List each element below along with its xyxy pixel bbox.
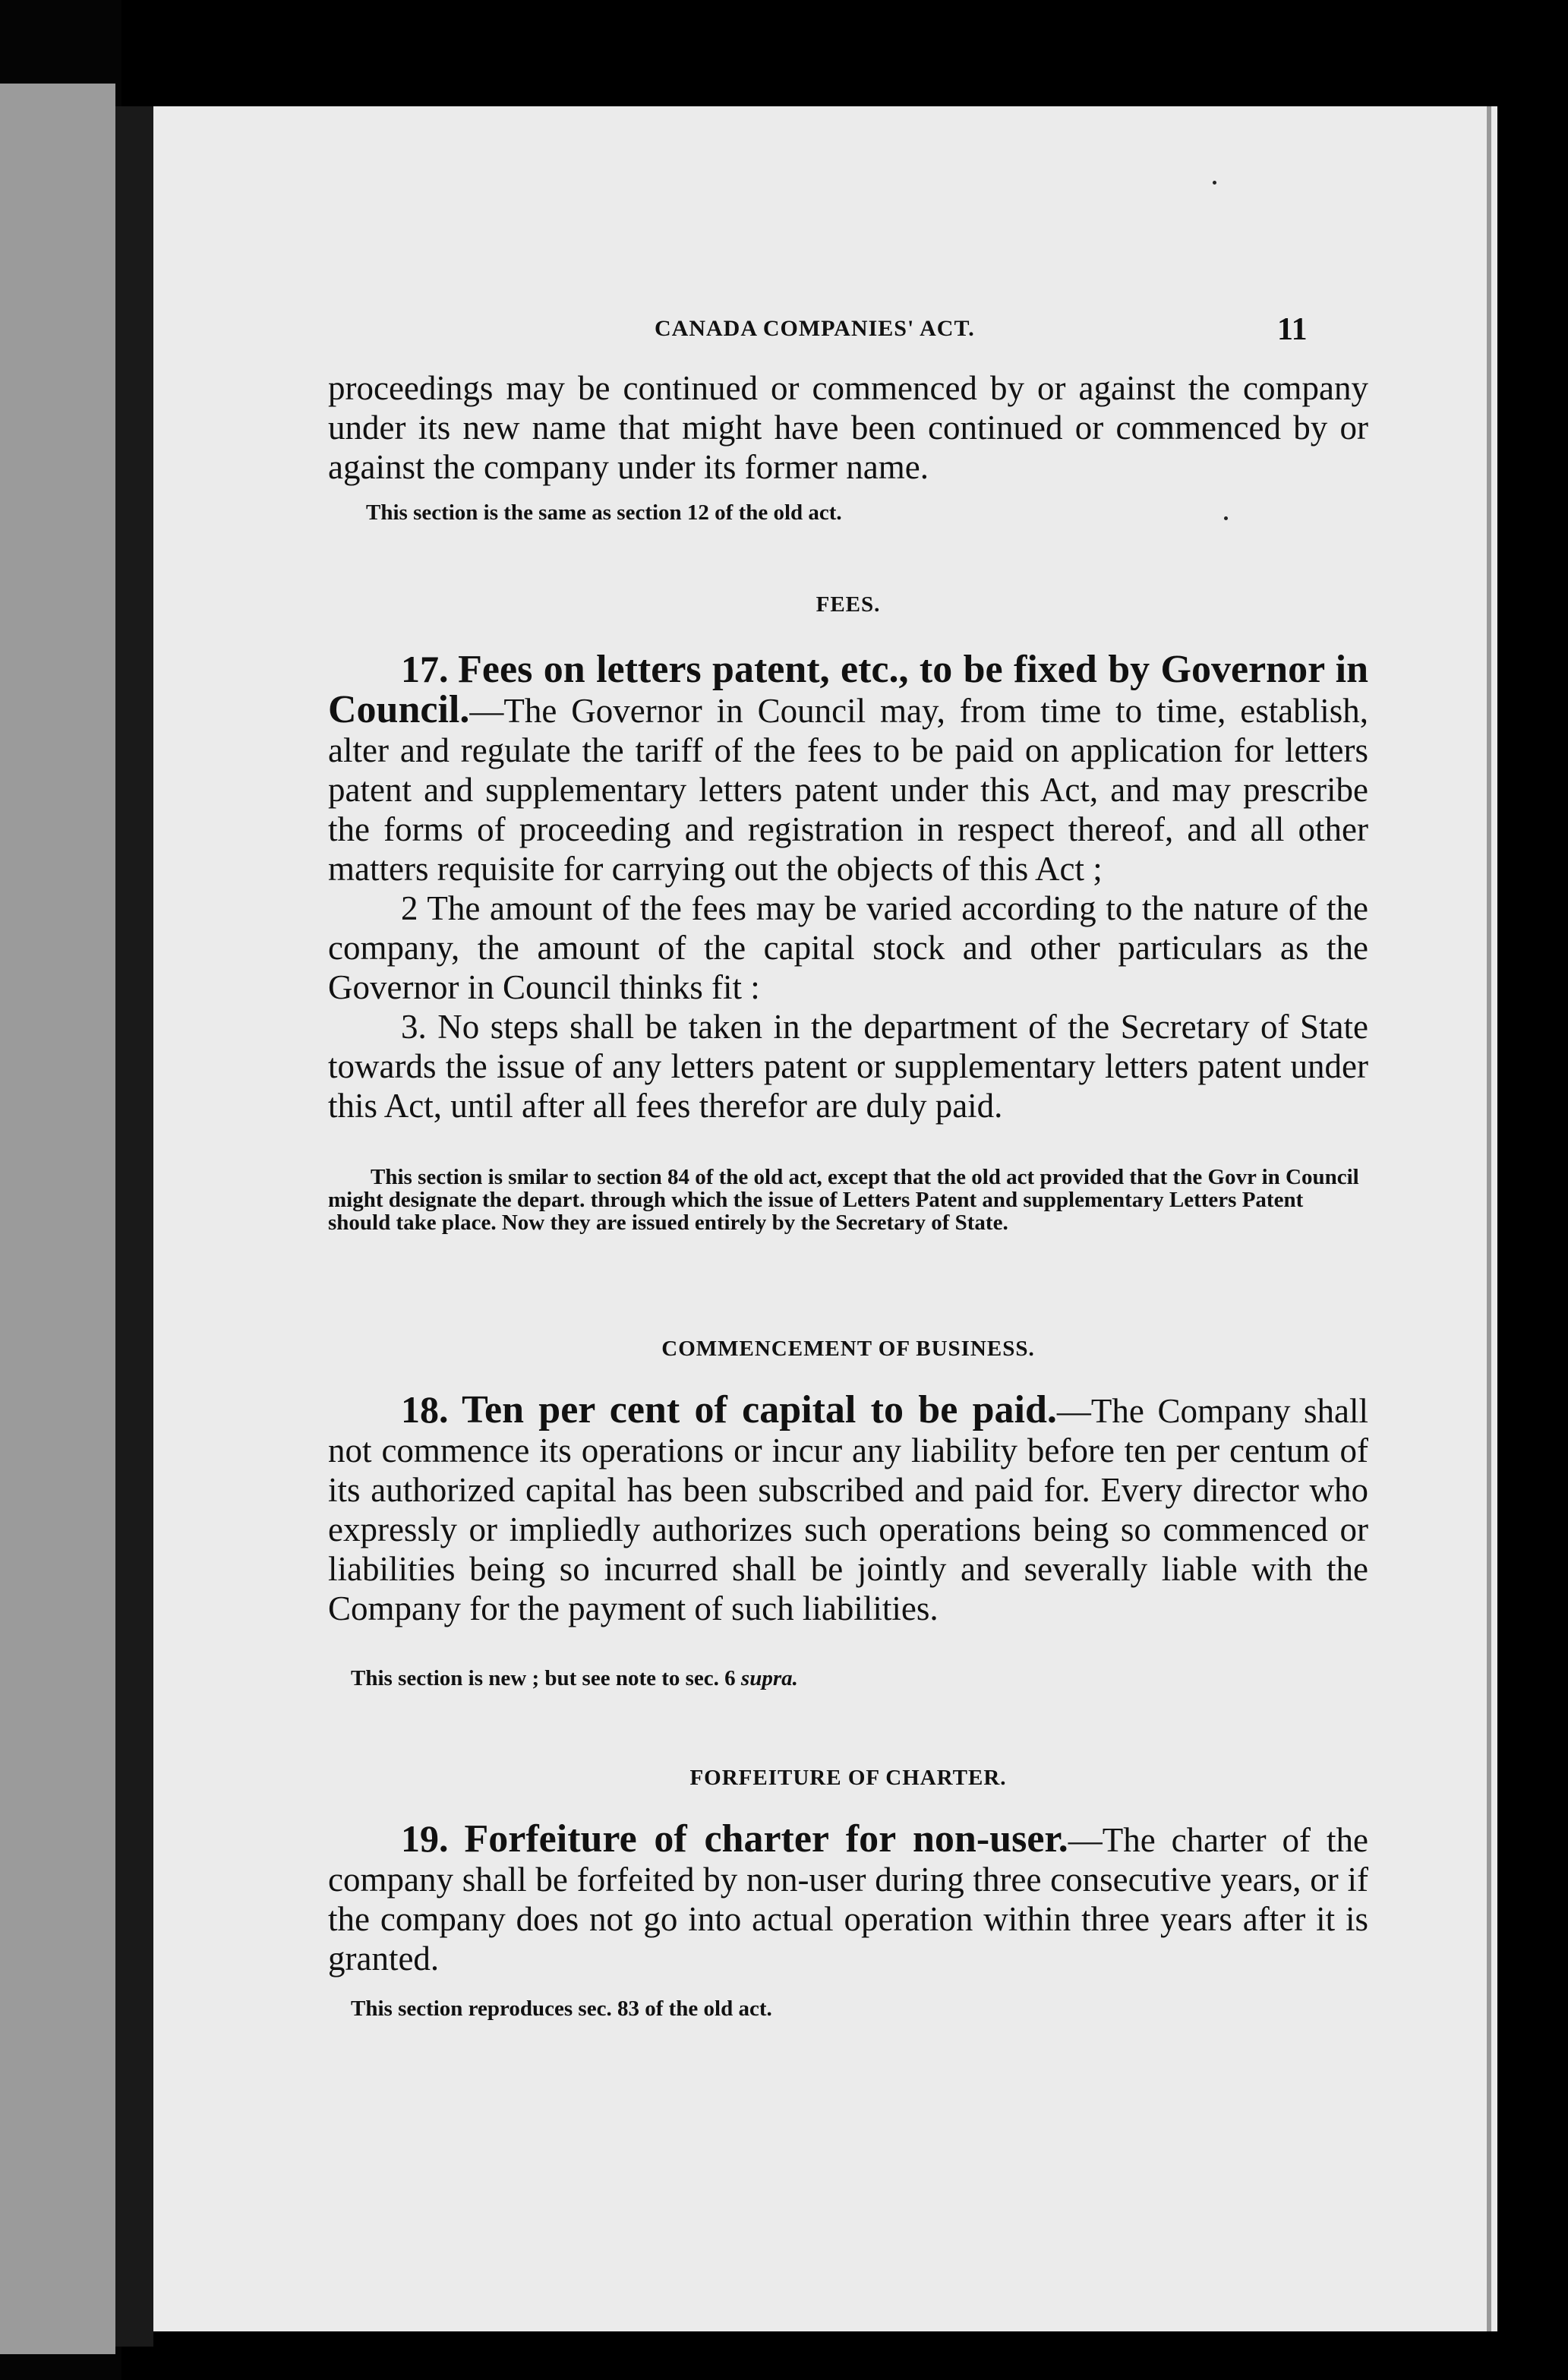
section-17-paragraph — [328, 649, 1368, 889]
section-17-note-block — [328, 1166, 1368, 1234]
running-title: CANADA COMPANIES' ACT. — [655, 316, 975, 341]
section-18-body: —The Company shall not commence its operations or incur any liability before ten per centum of its authorized capital has been subscribed and paid for. Every director who expressly or impliedly authorizes such operations being so commenced or liabilities being so incurred shall be jointly and severally liable with the Company for the payment of such liabilities. — [328, 1392, 1369, 1627]
fees-heading: FEES. — [816, 592, 881, 617]
section-19-note: This section reproduces sec. 83 of the old act. — [351, 1996, 772, 2021]
scan-speck — [1224, 516, 1228, 520]
continuation-note-block — [328, 501, 1368, 524]
section-18-paragraph — [328, 1390, 1368, 1628]
section-19-body: —The charter of the company shall be forfeited by non-user during three consecutive years, or if the company does not go into actual operation within three years after it is granted. — [328, 1821, 1368, 1978]
fees-heading-block — [328, 592, 1368, 617]
continuation-paragraph: proceedings may be continued or commenced by or against the company under its new name that might have been continued or commenced by or against the company under its former name. — [328, 369, 1368, 486]
section-17-subsection-3: 3. No steps shall be taken in the department of the Secretary of State towards the issue of any letters patent or supplementary letters patent under this Act, until after all fees therefor are duly paid. — [328, 1008, 1368, 1125]
facing-page-edge — [0, 84, 115, 2354]
section-17-number: 17. — [401, 648, 449, 690]
continuation-note: This section is the same as section 12 of the old act. — [366, 500, 842, 525]
section-19-number: 19. — [401, 1817, 449, 1860]
section-18-note-supra: supra. — [740, 1666, 798, 1690]
book-page — [153, 106, 1497, 2331]
section-17-title: Fees on letters patent, etc., to be fixed by Governor in Council. — [328, 648, 1369, 731]
section-17-body: —The Governor in Council may, from time to time, establish, alter and regulate the tariff of the fees to be paid on application for letters patent and supplementary letters patent under this Act, and may prescribe the forms of proceeding and registration in respect thereof, and all other matters requisite for carrying out the objects of this Act ; — [328, 692, 1368, 888]
commencement-heading-block — [328, 1337, 1368, 1362]
section-18-number: 18. — [401, 1388, 449, 1431]
section-18-note-text: This section is new ; but see note to sec. 6 — [351, 1666, 741, 1690]
continuation-section — [328, 368, 1368, 487]
forfeiture-heading: FORFEITURE OF CHARTER. — [689, 1766, 1007, 1790]
section-18-note-block — [328, 1667, 1368, 1690]
section-19 — [328, 1819, 1368, 1978]
commencement-heading: COMMENCEMENT OF BUSINESS. — [661, 1337, 1035, 1361]
section-19-title: Forfeiture of charter for non-user. — [464, 1817, 1068, 1861]
page-header — [153, 311, 1497, 357]
section-17 — [328, 649, 1368, 1125]
section-19-note-block — [328, 1997, 1368, 2020]
page-number: 11 — [1277, 312, 1308, 347]
section-17-note: This section is smilar to section 84 of the old act, except that the old act provided that the Govr in Council might designate the depart. through which the issue of Letters Patent and supplementary Letters Patent should take place. Now they are issued entirely by the Secretary of State. — [328, 1165, 1359, 1235]
section-18 — [328, 1390, 1368, 1628]
book-spine — [115, 106, 153, 2347]
page-edge-line — [1487, 106, 1491, 2331]
section-19-paragraph — [328, 1819, 1368, 1978]
section-18-note — [328, 1667, 1368, 1690]
section-18-title: Ten per cent of capital to be paid. — [462, 1388, 1057, 1431]
section-17-subsection-2: 2 The amount of the fees may be varied according to the nature of the company, the amount of the capital stock and other particulars as the Governor in Council thinks fit : — [328, 889, 1368, 1006]
scan-speck — [1213, 181, 1216, 185]
forfeiture-heading-block — [328, 1766, 1368, 1791]
